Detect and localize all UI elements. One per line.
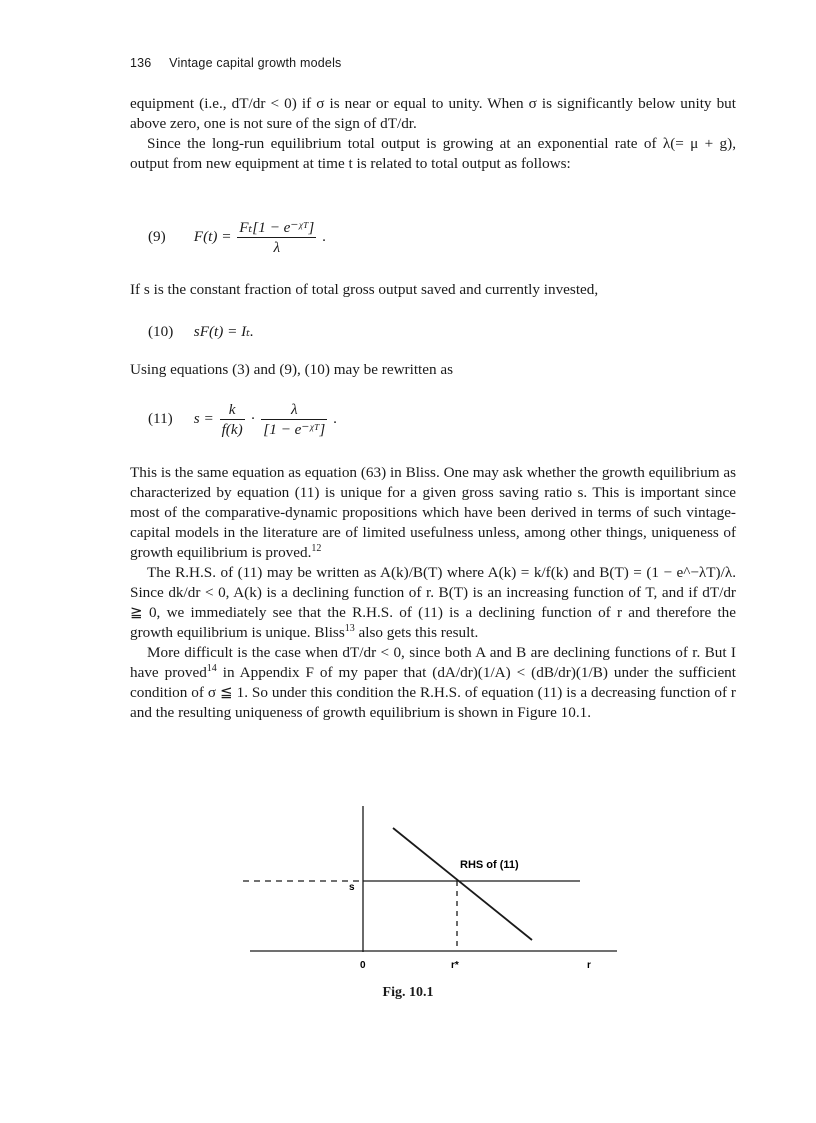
rstar-label: r*	[451, 960, 459, 971]
origin-label: 0	[360, 960, 366, 971]
paragraph-3-block	[130, 280, 736, 300]
equation-11-fraction-1	[220, 400, 245, 439]
equation-11-end: .	[333, 409, 337, 427]
equation-9-end: .	[322, 227, 326, 245]
equation-11	[148, 400, 337, 439]
paragraph-3: If s is the constant fraction of total gross output saved and currently invested,	[130, 281, 599, 298]
equation-9-lhs: F(t) =	[193, 227, 232, 245]
running-head	[130, 56, 342, 70]
footnote-ref-14: 14	[206, 662, 217, 674]
running-title: Vintage capital growth models	[169, 56, 342, 70]
paragraph-7-text-a: More difficult is the case when dT/dr < 0, since both A and B are declining functions of r. But I have proved	[130, 644, 736, 681]
equation-10-body: sF(t) = Iₜ.	[193, 323, 254, 340]
footnote-ref-12: 12	[311, 542, 322, 554]
equation-11-denominator-1: f(k)	[221, 421, 243, 438]
footnote-ref-13: 13	[344, 622, 355, 634]
equation-9-fraction	[237, 218, 316, 257]
paragraph-4-block	[130, 360, 736, 380]
equation-11-label: (11)	[148, 409, 173, 427]
paragraph-6-text: The R.H.S. of (11) may be written as A(k)/B(T) where A(k) = k/f(k) and B(T) = (1 − e^−λT)/λ. Since dk/dr < 0, A(k) is a declining function of r. B(T) is an increasing function of T, and if dT/dr ≧ 0, we immediately see that the R.H.S. of (11) is a declining function of r and therefore the growth equilibrium is unique. Bliss	[130, 564, 736, 641]
paragraph-5	[130, 463, 736, 563]
equation-9-numerator: Fₜ[1 − e⁻ᵡᵀ]	[239, 219, 315, 236]
equation-11-dot: ·	[250, 409, 256, 427]
equation-11-numerator-2: λ	[261, 400, 327, 420]
equation-10-label: (10)	[148, 323, 174, 340]
paragraph-5-text: This is the same equation as equation (63) in Bliss. One may ask whether the growth equilibrium as characterized by equation (11) is unique for a given gross saving ratio s. This is important since most of the comparative-dynamic propositions which have been derived in terms of such vintage-capital models in the literature are of limited usefulness unless, among other things, uniqueness of growth equilibrium is proved.	[130, 464, 736, 561]
equation-10	[148, 322, 254, 341]
equation-11-denominator-2: [1 − e⁻ᵡᵀ]	[263, 421, 326, 438]
paragraph-7-text-b: in Appendix F of my paper that (dA/dr)(1/A) < (dB/dr)(1/B) under the sufficient condition of σ ≦ 1. So under this condition the R.H.S. of equation (11) is a decreasing function of r and the resulting uniqueness of growth equilibrium is shown in Figure 10.1.	[130, 664, 736, 721]
paragraph-6-tail: also gets this result.	[354, 624, 479, 641]
paragraph-6	[130, 563, 736, 643]
equation-11-lhs: s =	[193, 409, 214, 427]
body-text-block	[130, 463, 736, 723]
equation-9-denominator: λ	[273, 239, 281, 256]
equation-11-numerator-1: k	[220, 400, 245, 420]
equation-9-label: (9)	[148, 227, 166, 245]
paragraph-1: equipment (i.e., dT/dr < 0) if σ is near or equal to unity. When σ is significantly below unity but above zero, one is not sure of the sign of dT/dr.	[130, 95, 736, 132]
paragraph-2: Since the long-run equilibrium total output is growing at an exponential rate of λ(= μ + g), output from new equipment at time t is related to total output as follows:	[130, 135, 736, 172]
paragraph-1-block	[130, 94, 736, 174]
x-label-r: r	[587, 960, 591, 971]
figure-caption: Fig. 10.1	[382, 985, 434, 1000]
page-number: 136	[130, 56, 152, 70]
paragraph-4: Using equations (3) and (9), (10) may be rewritten as	[130, 361, 454, 378]
y-label-s: s	[349, 882, 355, 893]
rhs-curve	[393, 828, 532, 940]
equation-11-fraction-2	[261, 400, 327, 439]
paragraph-7	[130, 643, 736, 723]
equation-9	[148, 218, 326, 257]
figure-10-1	[0, 800, 816, 980]
curve-label: RHS of (11)	[460, 859, 519, 871]
